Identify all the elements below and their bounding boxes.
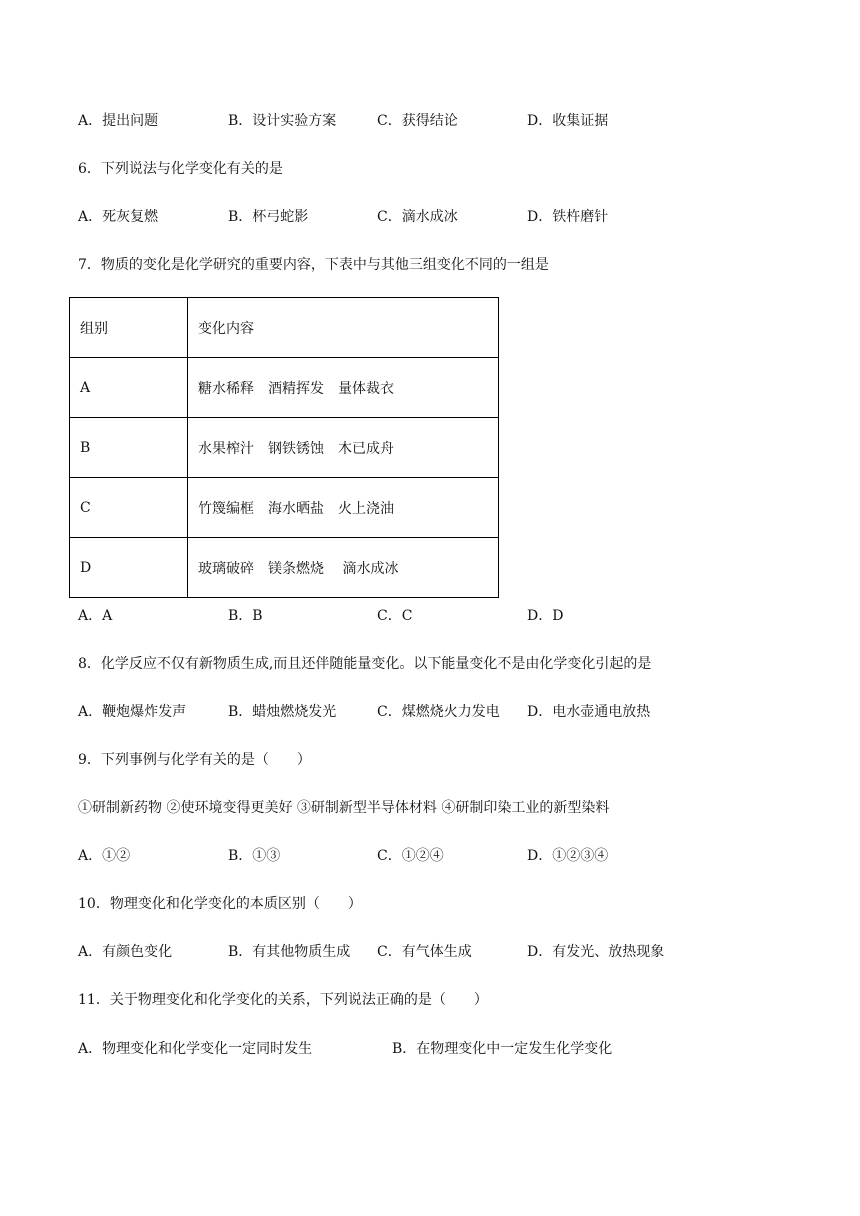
q6-option-d: D．铁杵磨针: [527, 209, 609, 225]
q8-option-d: D．电水壶通电放热: [527, 704, 651, 720]
q7-option-a: A．A: [78, 608, 113, 624]
q8-option-c: C．煤燃烧火力发电: [377, 704, 500, 720]
q7-table: [69, 297, 499, 598]
q5-option-a: A．提出问题: [78, 113, 159, 129]
table-cell-group: B: [70, 418, 188, 478]
q11-options: [78, 1039, 778, 1059]
q5-option-d: D．收集证据: [527, 113, 609, 129]
q9-items: ①研制新药物 ②使环境变得更美好 ③研制新型半导体材料 ④研制印染工业的新型染料: [78, 800, 610, 816]
table-row: [70, 478, 499, 538]
table-cell-group: C: [70, 478, 188, 538]
q8-option-b: B．蜡烛燃烧发光: [228, 704, 337, 720]
q7-stem: 7．物质的变化是化学研究的重要内容，下表中与其他三组变化不同的一组是: [78, 257, 549, 273]
q11-stem: 11．关于物理变化和化学变化的关系，下列说法正确的是（ ）: [78, 992, 488, 1008]
table-cell-content: 竹篾编框 海水晒盐 火上浇油: [188, 478, 499, 538]
q6-option-b: B．杯弓蛇影: [228, 209, 309, 225]
q5-option-b: B．设计实验方案: [228, 113, 337, 129]
q10-option-c: C．有气体生成: [377, 944, 472, 960]
table-row: [70, 358, 499, 418]
q10-option-a: A．有颜色变化: [78, 944, 173, 960]
q8-options: [78, 702, 778, 722]
table-header-group: 组别: [70, 298, 188, 358]
table-row: [70, 418, 499, 478]
q6-options: [78, 207, 778, 227]
q10-stem: 10．物理变化和化学变化的本质区别（ ）: [78, 896, 362, 912]
q9-option-d: D．①②③④: [527, 848, 609, 864]
q8-stem: 8．化学反应不仅有新物质生成,而且还伴随能量变化。以下能量变化不是由化学变化引起的是: [78, 656, 652, 672]
table-header-content: 变化内容: [188, 298, 499, 358]
q6-stem: 6．下列说法与化学变化有关的是: [78, 161, 283, 177]
q7-options: [78, 606, 778, 626]
q9-options: [78, 846, 778, 866]
q7-option-c: C．C: [377, 608, 413, 624]
table-cell-content: 水果榨汁 钢铁锈蚀 木已成舟: [188, 418, 499, 478]
q11-option-b: B．在物理变化中一定发生化学变化: [392, 1041, 613, 1057]
q11-option-a: A．物理变化和化学变化一定同时发生: [78, 1041, 313, 1057]
table-header-row: [70, 298, 499, 358]
q8-option-a: A．鞭炮爆炸发声: [78, 704, 187, 720]
table-cell-group: D: [70, 538, 188, 598]
q9-option-c: C．①②④: [377, 848, 444, 864]
table-cell-content: 糖水稀释 酒精挥发 量体裁衣: [188, 358, 499, 418]
q6-option-a: A．死灰复燃: [78, 209, 159, 225]
q10-option-b: B．有其他物质生成: [228, 944, 351, 960]
q5-options: [78, 111, 778, 131]
q10-option-d: D．有发光、放热现象: [527, 944, 665, 960]
q7-option-b: B．B: [228, 608, 263, 624]
q9-option-b: B．①③: [228, 848, 281, 864]
q9-stem: 9．下列事例与化学有关的是（ ）: [78, 752, 311, 768]
q9-option-a: A．①②: [78, 848, 131, 864]
q7-option-d: D．D: [527, 608, 564, 624]
table-row: [70, 538, 499, 598]
table-cell-group: A: [70, 358, 188, 418]
q6-option-c: C．滴水成冰: [377, 209, 458, 225]
q10-options: [78, 942, 778, 962]
table-cell-content: 玻璃破碎 镁条燃烧 滴水成冰: [188, 538, 499, 598]
q5-option-c: C．获得结论: [377, 113, 458, 129]
